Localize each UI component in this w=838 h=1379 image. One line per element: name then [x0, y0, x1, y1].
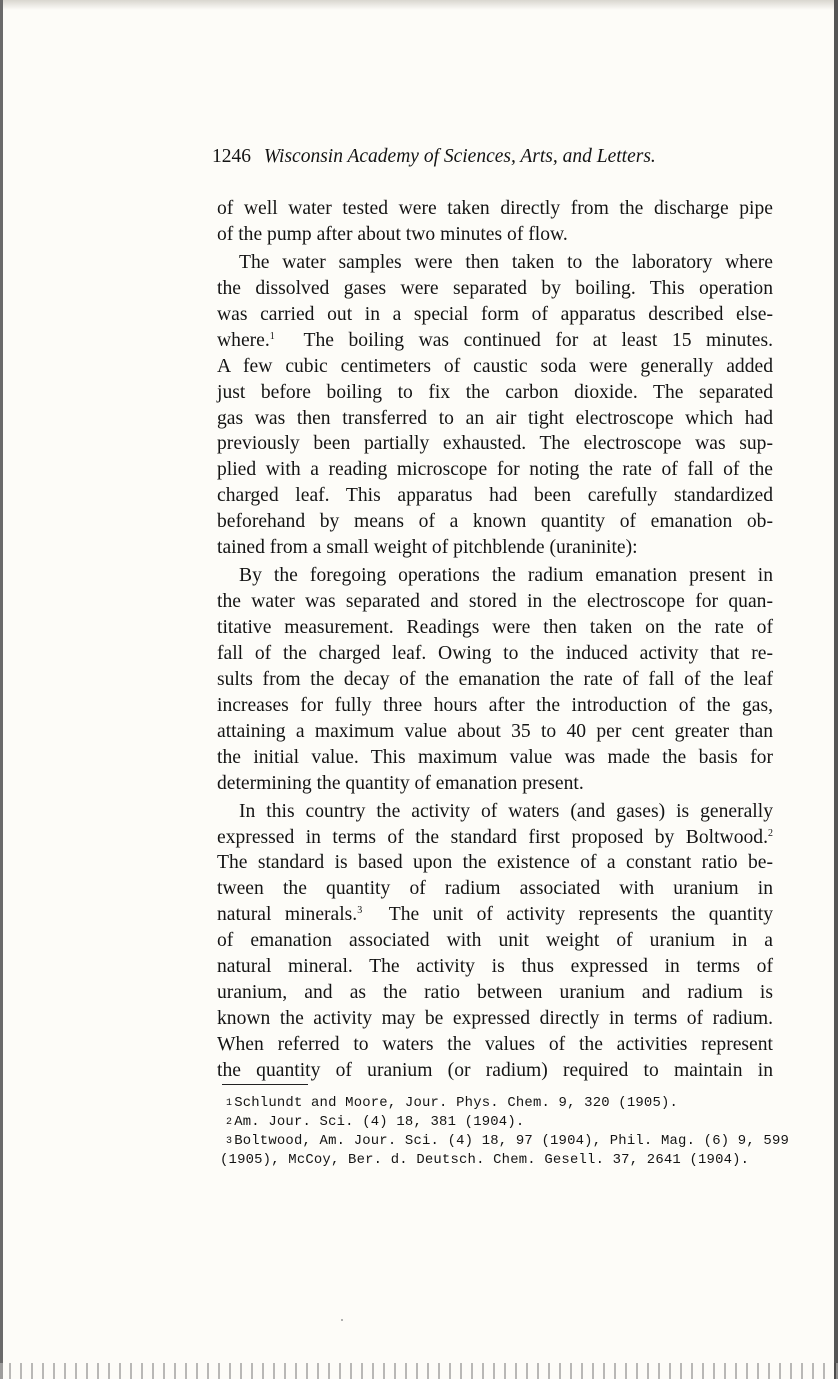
- footnote-text: Boltwood, Am. Jour. Sci. (4) 18, 97 (1904), Phil. Mag. (6) 9, 599: [234, 1133, 790, 1149]
- text-line: charged leaf. This apparatus had been carefully standardized: [217, 485, 773, 507]
- text-segment: The boiling was continued for at least 15 minutes.: [274, 329, 773, 351]
- footnote-2: [226, 1113, 782, 1132]
- page-number: 1246: [212, 146, 251, 167]
- running-header: [212, 146, 772, 176]
- text-line: By the foregoing operations the radium emanation present in: [239, 565, 773, 587]
- text-line: beforehand by means of a known quantity of emanation ob-: [217, 511, 773, 533]
- text-line: increases for fully three hours after the introduction of the gas,: [217, 694, 773, 716]
- paragraph-2: [217, 250, 773, 561]
- text-segment: The unit of activity represents the quantity: [362, 904, 773, 926]
- text-line: of emanation associated with unit weight of uranium in a: [217, 930, 773, 952]
- text-line: the dissolved gases were separated by boiling. This operation: [217, 277, 773, 299]
- text-line: sults from the decay of the emanation the rate of fall of the leaf: [217, 668, 773, 690]
- text-line: uranium, and as the ratio between uranium and radium is: [217, 982, 773, 1004]
- running-title: Wisconsin Academy of Sciences, Arts, and Letters.: [263, 146, 656, 167]
- text-line: of well water tested were taken directly from the discharge pipe: [217, 198, 773, 219]
- text-line: natural mineral. The activity is thus expressed in terms of: [217, 956, 773, 978]
- footnote-number: 2: [226, 1117, 233, 1128]
- footnote-ref-3: 3: [357, 905, 363, 917]
- footnote-ref-1: 1: [269, 330, 275, 342]
- text-line: determining the quantity of emanation present.: [217, 772, 584, 794]
- text-line: was carried out in a special form of apparatus described else-: [217, 303, 773, 325]
- footnote-ref-2: 2: [768, 827, 773, 839]
- text-line: titative measurement. Readings were then taken on the rate of: [217, 617, 773, 638]
- text-line: of the pump after about two minutes of flow.: [217, 223, 568, 245]
- body-text: [217, 196, 773, 1084]
- footnotes: [220, 1094, 790, 1169]
- text-segment: where.: [217, 329, 270, 351]
- text-line: In this country the activity of waters (and gases) is generally: [239, 800, 773, 822]
- text-segment: expressed in terms of the standard first proposed by Boltwood.: [217, 826, 768, 848]
- text-line: The standard is based upon the existence of a constant ratio be-: [217, 852, 773, 874]
- footnote-1: [226, 1094, 782, 1113]
- page-edge-right: [834, 0, 838, 1379]
- text-line: the initial value. This maximum value was made the basis for: [217, 746, 773, 768]
- footnote-text: (1905), McCoy, Ber. d. Deutsch. Chem. Gesell. 37, 2641 (1904).: [220, 1152, 750, 1168]
- page-edge-top: [0, 0, 838, 10]
- footnote-3: [226, 1132, 790, 1151]
- text-line-with-footnote: [217, 902, 773, 928]
- page-edge-bottom: [0, 1363, 838, 1379]
- text-line-with-footnote: [217, 825, 773, 851]
- footnote-3-continued: [220, 1151, 782, 1169]
- text-line: previously been partially exhausted. The electroscope was sup-: [217, 433, 773, 455]
- text-line-with-footnote: [217, 328, 773, 354]
- text-line: fall of the charged leaf. Owing to the induced activity that re-: [217, 642, 773, 664]
- footnote-number: 1: [226, 1098, 233, 1109]
- text-line: the water was separated and stored in the electroscope for quan-: [217, 591, 773, 613]
- text-line: When referred to waters the values of the activities represent: [217, 1034, 773, 1055]
- footnote-text: Schlundt and Moore, Jour. Phys. Chem. 9, 320 (1905).: [234, 1095, 679, 1111]
- text-line: The water samples were then taken to the laboratory where: [239, 251, 773, 273]
- text-line: attaining a maximum value about 35 to 40 per cent greater than: [217, 720, 773, 742]
- page-edge-left: [0, 0, 3, 1379]
- text-line: the quantity of uranium (or radium) required to maintain in: [217, 1059, 773, 1081]
- footnote-number: 3: [226, 1136, 233, 1147]
- paragraph-4: [217, 799, 773, 1084]
- paragraph-1: [217, 196, 773, 248]
- footnote-rule: [222, 1084, 308, 1085]
- text-line: just before boiling to fix the carbon dioxide. The separated: [217, 381, 773, 403]
- paragraph-3: [217, 563, 773, 796]
- text-segment: natural minerals.: [217, 904, 358, 926]
- paper-speck: [341, 1319, 343, 1321]
- footnote-text: Am. Jour. Sci. (4) 18, 381 (1904).: [234, 1114, 525, 1130]
- text-line: gas was then transferred to an air tight electroscope which had: [217, 407, 773, 429]
- text-line: plied with a reading microscope for noting the rate of fall of the: [217, 459, 773, 481]
- text-line: tween the quantity of radium associated with uranium in: [217, 878, 773, 900]
- text-line: known the activity may be expressed directly in terms of radium.: [217, 1008, 773, 1030]
- text-line: A few cubic centimeters of caustic soda were generally added: [217, 355, 773, 377]
- text-line: tained from a small weight of pitchblende (uraninite):: [217, 537, 638, 559]
